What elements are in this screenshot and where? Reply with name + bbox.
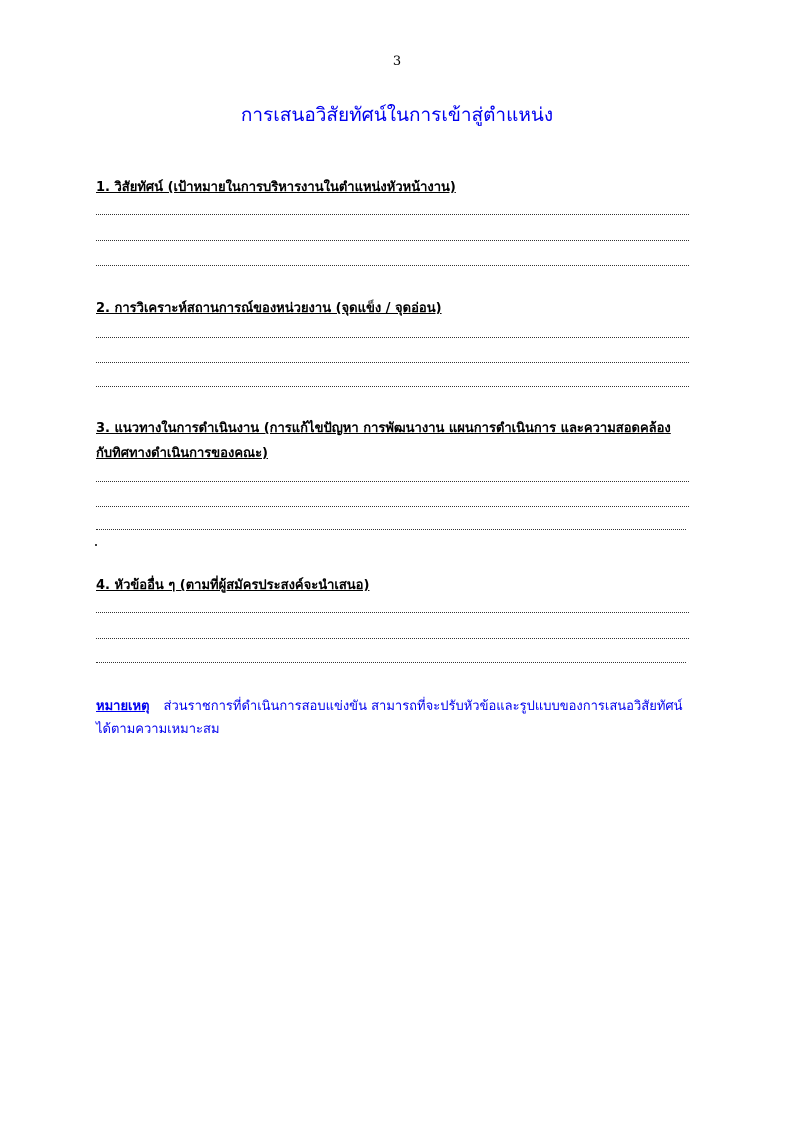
section-3-heading-line2: กับทิศทางดำเนินการของคณะ) xyxy=(96,446,268,461)
note-text: ส่วนราชการที่ดำเนินการสอบแข่งขัน สามารถที่จะปรับหัวข้อและรูปแบบของการเสนอวิสัยทัศน์ได้ตามความเหมาะสม xyxy=(96,699,683,737)
page-title: การเสนอวิสัยทัศน์ในการเข้าสู่ตำแหน่ง xyxy=(240,104,554,126)
answer-line[interactable] xyxy=(96,506,689,507)
note-label: หมายเหตุ xyxy=(96,699,150,714)
section-3-heading-line1: 3. แนวทางในการดำเนินงาน (การแก้ไขปัญหา การพัฒนางาน แผนการดำเนินการ และความสอดคล้อง xyxy=(96,421,671,436)
answer-line[interactable] xyxy=(96,529,686,530)
answer-line[interactable] xyxy=(96,481,689,482)
answer-line[interactable] xyxy=(96,386,689,387)
section-4-heading: 4. หัวข้ออื่น ๆ (ตามที่ผู้สมัครประสงค์จะนำเสนอ) xyxy=(96,578,370,593)
stray-dot xyxy=(95,544,97,546)
answer-line[interactable] xyxy=(96,265,689,266)
note xyxy=(96,695,696,741)
answer-line[interactable] xyxy=(96,337,689,338)
answer-line[interactable] xyxy=(96,362,689,363)
answer-line[interactable] xyxy=(96,214,689,215)
answer-line[interactable] xyxy=(96,662,686,663)
answer-line[interactable] xyxy=(96,240,689,241)
section-1-heading: 1. วิสัยทัศน์ (เป้าหมายในการบริหารงานในตำแหน่งหัวหน้างาน) xyxy=(96,180,456,195)
page-number: 3 xyxy=(392,54,402,69)
answer-line[interactable] xyxy=(96,638,689,639)
section-2-heading: 2. การวิเคราะห์สถานการณ์ของหน่วยงาน (จุดแข็ง / จุดอ่อน) xyxy=(96,301,442,316)
answer-line[interactable] xyxy=(96,612,689,613)
